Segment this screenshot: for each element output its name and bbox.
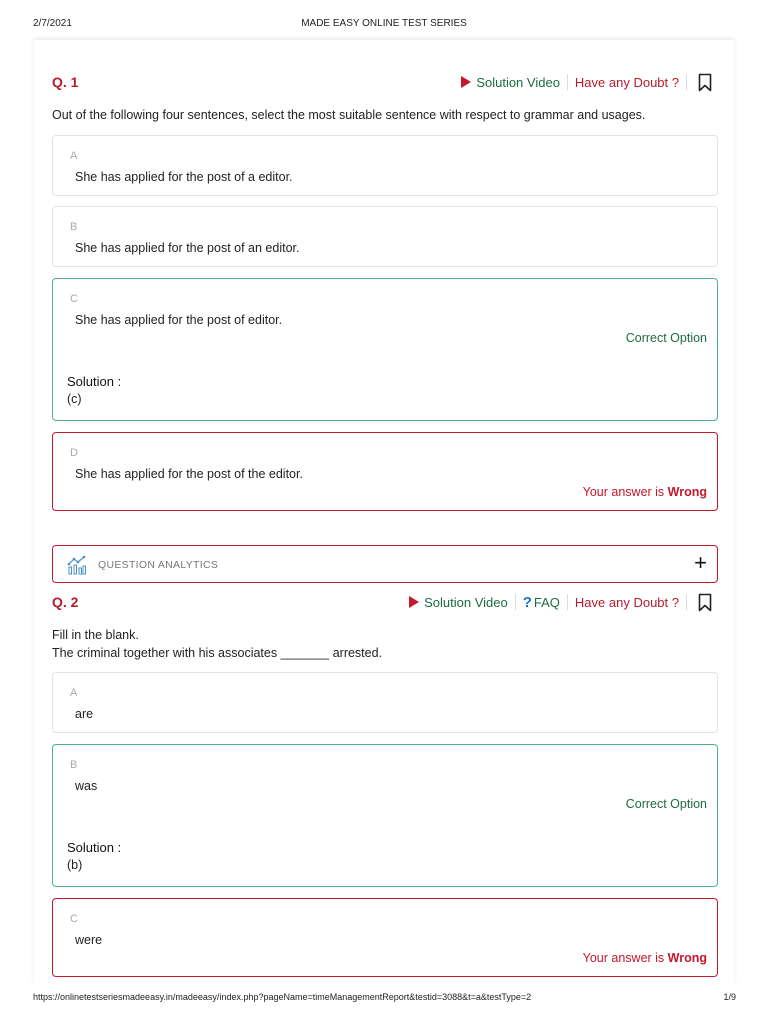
bookmark-button[interactable] (691, 74, 719, 90)
option-c[interactable] (52, 898, 718, 977)
option-text: was (75, 779, 98, 793)
option-a[interactable] (52, 672, 718, 733)
question-2-text (52, 626, 719, 662)
test-report-sheet (34, 40, 734, 985)
question-analytics-label: QUESTION ANALYTICS (98, 559, 219, 571)
option-b[interactable] (52, 744, 718, 887)
correct-option-label: Correct Option (625, 331, 707, 345)
solution-video-button[interactable] (402, 594, 516, 610)
play-icon (409, 596, 419, 608)
solution-video-label: Solution Video (476, 74, 560, 90)
bookmark-icon (698, 73, 712, 92)
solution-video-button[interactable] (454, 74, 568, 90)
solution-label: Solution : (67, 840, 122, 855)
have-doubt-label: Have any Doubt ? (574, 74, 679, 90)
solution-value: (c) (67, 392, 82, 406)
question-mark-icon: ? (522, 593, 532, 611)
option-letter: D (70, 447, 78, 459)
option-letter: C (70, 913, 78, 925)
have-doubt-button[interactable] (568, 74, 687, 90)
question-1-header (52, 70, 719, 94)
play-icon (461, 76, 471, 88)
option-letter: B (70, 759, 78, 771)
print-url: https://onlinetestseriesmadeeasy.in/madeeasy/index.php?pageName=timeManagementReport&testid=3088&t=a&testType=2 (33, 992, 532, 1002)
question-analytics-bar[interactable] (52, 545, 718, 583)
question-tools (454, 70, 719, 94)
bookmark-icon (698, 593, 712, 612)
faq-label: FAQ (533, 594, 560, 610)
solution-video-label: Solution Video (424, 594, 508, 610)
option-text: She has applied for the post of a editor. (75, 170, 293, 184)
option-c[interactable] (52, 278, 718, 421)
print-title: MADE EASY ONLINE TEST SERIES (301, 18, 467, 29)
analytics-chart-icon (67, 555, 87, 575)
option-letter: B (70, 221, 78, 233)
page-count: 1/9 (723, 992, 736, 1002)
plus-icon[interactable]: + (694, 550, 707, 575)
option-letter: A (70, 687, 78, 699)
option-b[interactable] (52, 206, 718, 267)
question-2-line-2: The criminal together with his associates _______ arrested. (52, 646, 383, 660)
bookmark-button[interactable] (691, 594, 719, 610)
question-2-line-1: Fill in the blank. (52, 628, 139, 642)
question-number: Q. 1 (52, 74, 79, 90)
have-doubt-label: Have any Doubt ? (574, 594, 679, 610)
option-text: She has applied for the post of an editor. (75, 241, 300, 255)
option-d[interactable] (52, 432, 718, 511)
option-text: were (75, 933, 103, 947)
print-date: 2/7/2021 (33, 18, 72, 29)
have-doubt-button[interactable] (568, 594, 687, 610)
question-tools (402, 590, 719, 614)
question-1-text: Out of the following four sentences, select the most suitable sentence with respect to grammar and usages. (52, 108, 646, 122)
wrong-answer-label: Your answer is Wrong (582, 485, 707, 499)
option-letter: A (70, 150, 78, 162)
option-text: She has applied for the post of the editor. (75, 467, 303, 481)
option-letter: C (70, 293, 78, 305)
option-text: are (75, 707, 94, 721)
solution-label: Solution : (67, 374, 122, 389)
correct-option-label: Correct Option (625, 797, 707, 811)
solution-value: (b) (67, 858, 83, 872)
question-number: Q. 2 (52, 594, 79, 610)
option-a[interactable] (52, 135, 718, 196)
option-text: She has applied for the post of editor. (75, 313, 283, 327)
wrong-answer-label: Your answer is Wrong (582, 951, 707, 965)
question-2-header (52, 590, 719, 614)
faq-button[interactable] (516, 594, 568, 610)
